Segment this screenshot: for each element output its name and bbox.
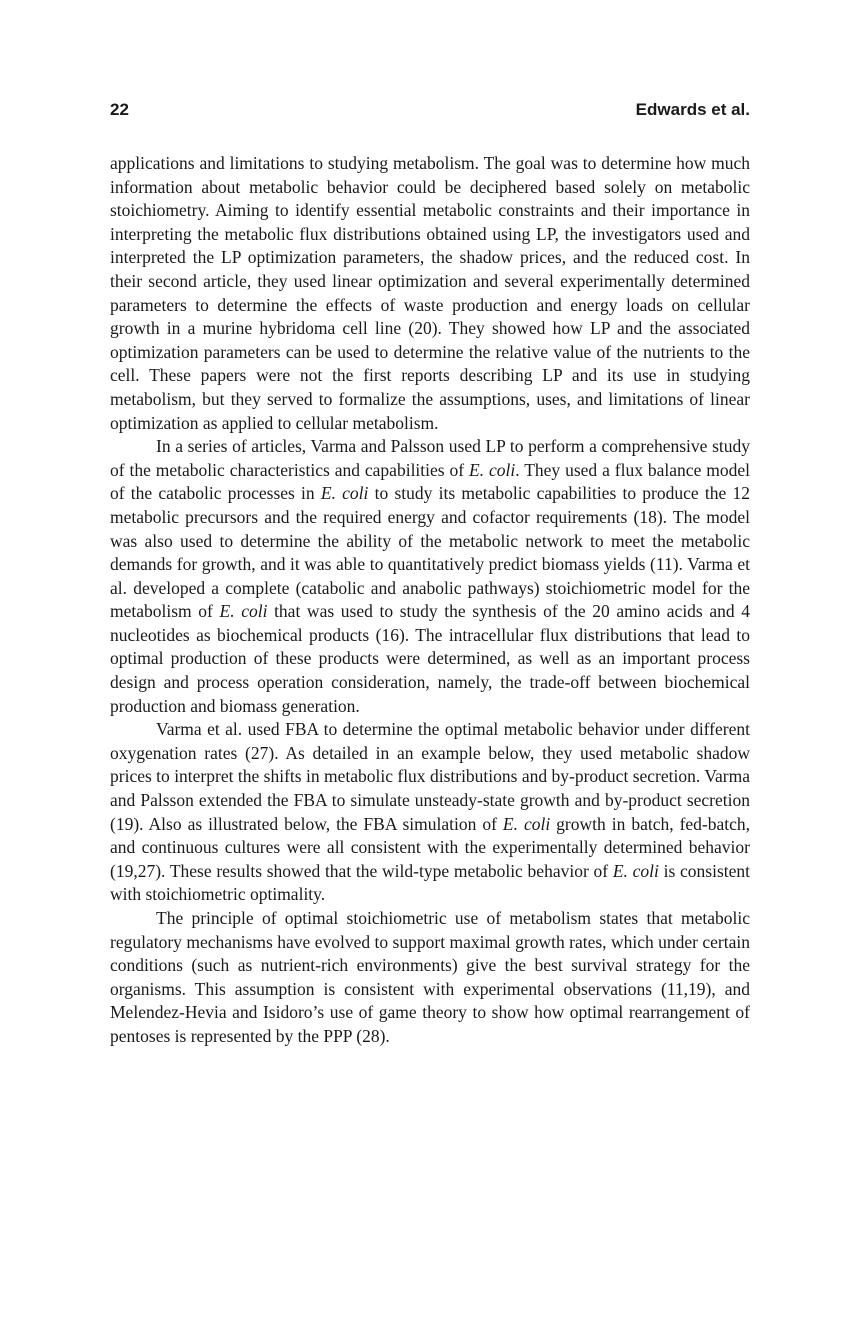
italic-species-name: E. coli [502, 813, 551, 834]
paragraph [110, 718, 750, 907]
paragraph [110, 907, 750, 1049]
paragraph [110, 152, 750, 435]
paragraph-text: is consistent with stoichiometric optimality. [110, 860, 750, 905]
italic-species-name: E. coli [320, 483, 369, 504]
running-head [110, 100, 750, 126]
body-text [110, 152, 750, 1049]
paragraph-text: In a series of articles, Varma and Palsson used LP to perform a comprehensive study of the metabolic characteristics and capabilities of [110, 436, 750, 480]
paragraph-text: Varma et al. used FBA to determine the optimal metabolic behavior under different oxygenation rates (27). As detailed in an example below, they used metabolic shadow prices to interpret the shifts in metabolic flux distributions and by-product secretion. Varma and Palsson extended the FBA to simulate unsteady-state growth and by-product secretion (19). Also as illustrated below, the FBA simulation of [110, 719, 750, 834]
paragraph-text: . They used a flux balance model of the catabolic processes in [110, 459, 750, 504]
italic-species-name: E. coli [219, 601, 268, 622]
paragraph-text: applications and limitations to studying metabolism. The goal was to determine how much information about metabolic behavior could be deciphered based solely on metabolic stoichiometry. Aiming to identify essential metabolic constraints and their importance in interpreting the metabolic flux distributions obtained using LP, the investigators used and interpreted the LP optimization parameters, the shadow prices, and the reduced cost. In their second article, they used linear optimization and several experimentally determined parameters to determine the effects of waste production and energy loads on cellular growth in a murine hybridoma cell line (20). They showed how LP and the associated optimization parameters can be used to determine the relative value of the nutrients to the cell. These papers were not the first reports describing LP and its use in studying metabolism, but they served to formalize the assumptions, uses, and limitations of linear optimization as applied to cellular metabolism. [110, 153, 750, 433]
paragraph-text: that was used to study the synthesis of the 20 amino acids and 4 nucleotides as biochemical products (16). The intracellular flux distributions that lead to optimal production of these products were determined, as well as an important process design and process operation consideration, namely, the trade-off between biochemical production and biomass generation. [110, 601, 751, 716]
italic-species-name: E. coli [612, 860, 659, 881]
italic-species-name: E. coli [469, 459, 516, 480]
page-number: 22 [110, 100, 129, 119]
paragraph-text: to study its metabolic capabilities to produce the 12 metabolic precursors and the required energy and cofactor requirements (18). The model was also used to determine the ability of the metabolic network to meet the metabolic demands for growth, and it was able to quantitatively predict biomass yields (11). Varma et al. developed a complete (catabolic and anabolic pathways) stoichiometric model for the metabolism of [110, 483, 750, 622]
paragraph-text: growth in batch, fed-batch, and continuous cultures were all consistent with the experimentally determined behavior (19,27). These results showed that the wild-type metabolic behavior of [110, 813, 751, 881]
paragraph-text: The principle of optimal stoichiometric use of metabolism states that metabolic regulatory mechanisms have evolved to support maximal growth rates, which under certain conditions (such as nutrient-rich environments) give the best survival strategy for the organisms. This assumption is consistent with experimental observations (11,19), and Melendez-Hevia and Isidoro’s use of game theory to show how optimal rearrangement of pentoses is represented by the PPP (28). [110, 908, 750, 1046]
paragraph [110, 435, 750, 718]
running-author: Edwards et al. [635, 100, 750, 119]
